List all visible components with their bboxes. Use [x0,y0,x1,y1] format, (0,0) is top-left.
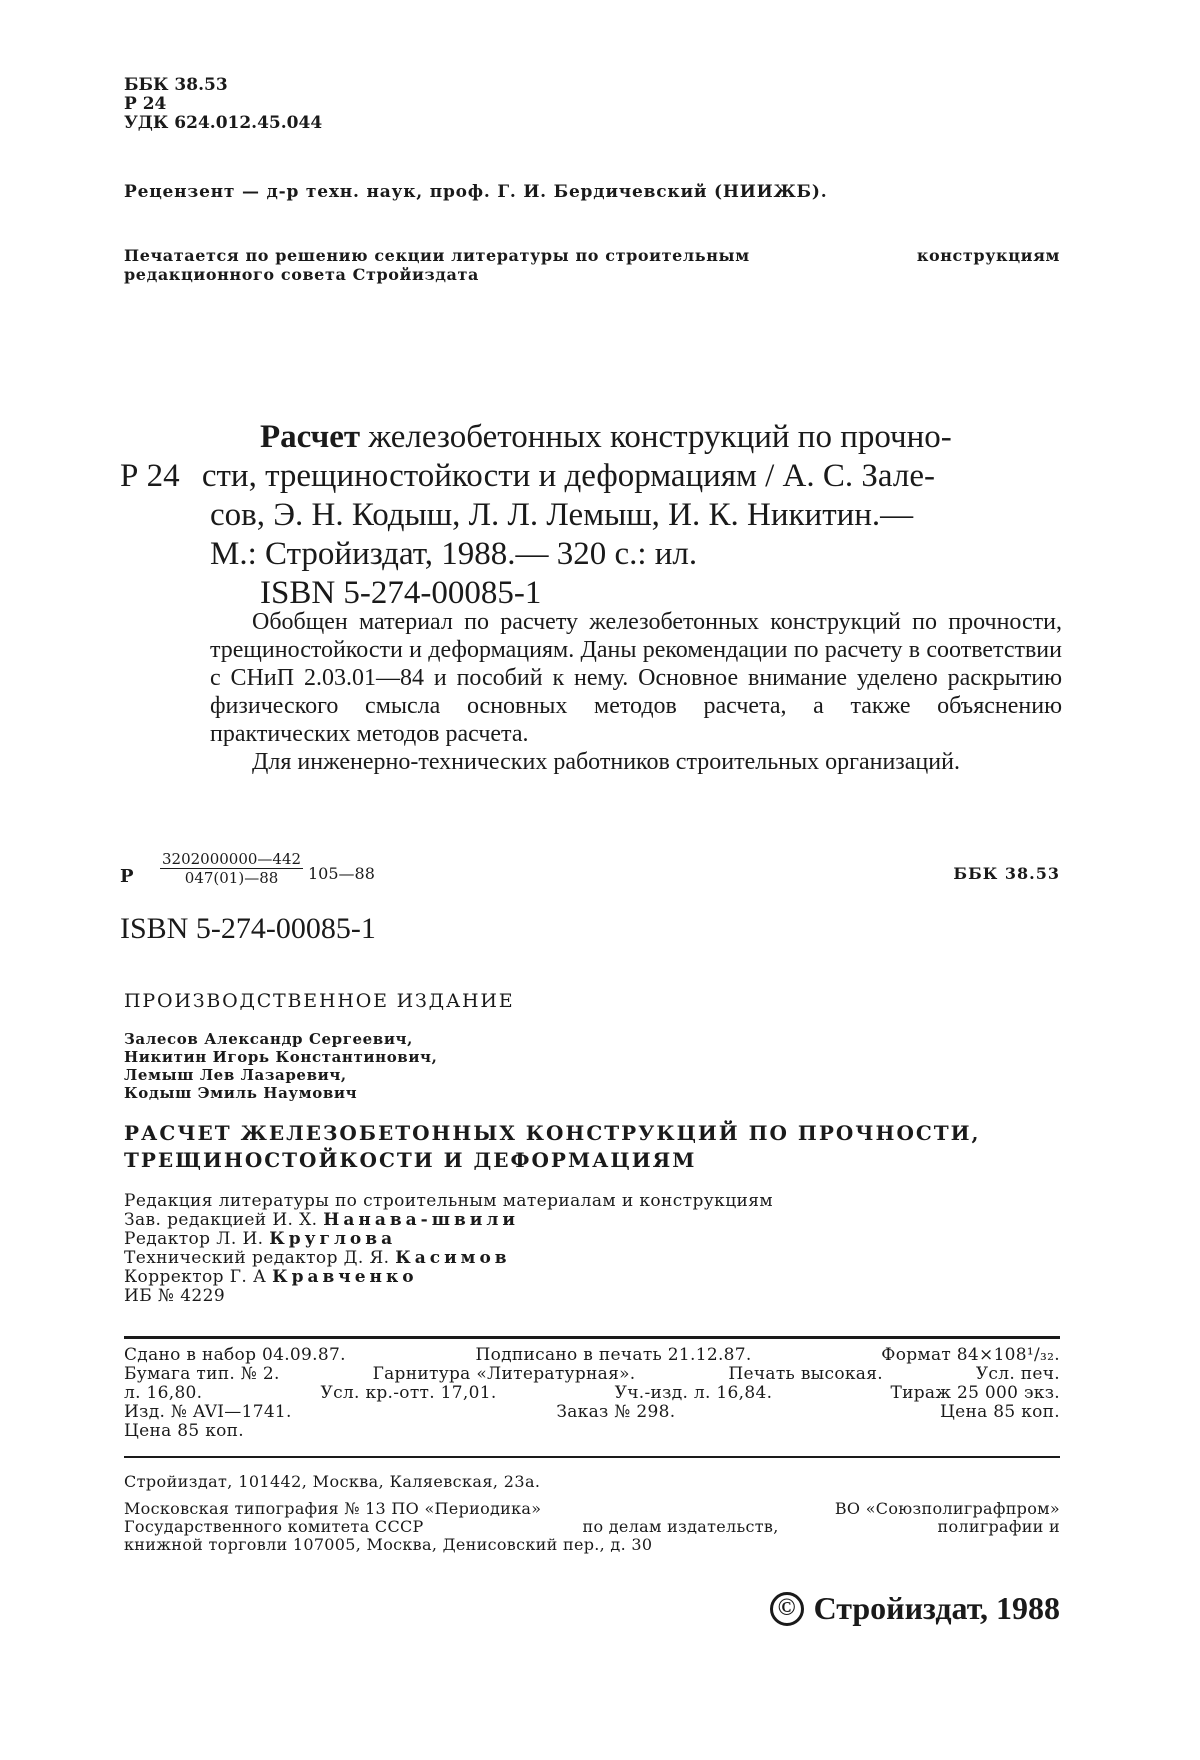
printer-l1-left: Московская типография № 13 ПО «Периодика» [124,1499,542,1518]
catalog-bbk: ББК 38.53 [953,864,1060,883]
divider-rule [124,1456,1060,1458]
bbk-code: ББК 38.53 [124,75,228,95]
staff-tech-label: Технический редактор Д. Я. [124,1248,390,1268]
bib-author-mark: Р 24 [120,458,180,494]
print-info-cell: Гарнитура «Литературная». [372,1364,636,1384]
bib-title-lead: Расчет [260,419,361,455]
catalog-index [120,850,1060,900]
print-info-cell: Сдано в набор 04.09.87. [124,1345,346,1365]
print-info-cell: Уч.-изд. л. 16,84. [614,1383,773,1403]
catalog-prefix: Р [120,866,134,887]
author-name: Никитин Игорь Константинович, [124,1048,438,1066]
printer-l3: книжной торговли 107005, Москва, Денисовский пер., д. 30 [124,1535,653,1554]
printer-info [124,1500,1060,1554]
title-caps-line2: ТРЕЩИНОСТОЙКОСТИ И ДЕФОРМАЦИЯМ [124,1148,697,1172]
printer-l1-right: ВО «Союзполиграфпром» [834,1499,1060,1518]
print-info-cell: Подписано в печать 21.12.87. [475,1345,752,1365]
catalog-code: 105—88 [308,864,375,883]
author-mark: Р 24 [124,94,167,114]
staff-editor-label: Редактор Л. И. [124,1229,264,1249]
isbn-repeat: ISBN 5-274-00085-1 [120,912,376,945]
staff-head-name: Нанава-швили [323,1210,520,1230]
copyright-icon: © [770,1592,804,1626]
print-info-cell: Заказ № 298. [556,1402,676,1422]
print-info-cell: Изд. № AVI—1741. [124,1402,292,1422]
staff-dept: Редакция литературы по строительным материалам и конструкциям [124,1191,774,1211]
staff-head-label: Зав. редакцией И. Х. [124,1210,318,1230]
printer-l2-right: полиграфии и [937,1517,1060,1536]
print-info-cell: Формат 84×108¹/₃₂. [881,1345,1060,1365]
bib-line3: сов, Э. Н. Кодыш, Л. Л. Лемыш, И. К. Никитин.— [210,497,914,533]
editorial-staff [124,1192,773,1306]
staff-ib: ИБ № 4229 [124,1286,226,1306]
annotation-para1: Обобщен материал по расчету железобетонных конструкций по прочности, трещиностойкости и деформациям. Даны рекомендации по расчету в соответствии с СНиП 2.03.01—84 и пособий к нему. Основное внимание уделено раскрытию физического смысла основных методов расчета, а также объяснению практических методов расчета. [210,609,1062,747]
title-caps [124,1120,981,1174]
authors-list [124,1030,437,1102]
print-info-cell: Тираж 25 000 экз. [890,1383,1060,1403]
divider-rule [124,1336,1060,1339]
print-info-cell: Бумага тип. № 2. [124,1364,280,1384]
author-name: Кодыш Эмиль Наумович [124,1084,358,1102]
annotation [210,608,1062,776]
staff-corrector-name: Кравченко [272,1267,418,1287]
staff-corrector-label: Корректор Г. А [124,1267,267,1287]
edition-type: ПРОИЗВОДСТВЕННОЕ ИЗДАНИЕ [124,990,515,1012]
staff-editor-name: Круглова [269,1229,397,1249]
print-info-cell: Усл. кр.-отт. 17,01. [320,1383,497,1403]
bib-isbn: ISBN 5-274-00085-1 [260,575,542,611]
udk-code: УДК 624.012.45.044 [124,113,323,133]
reviewer-line: Рецензент — д-р техн. наук, проф. Г. И. Бердичевский (НИИЖБ). [124,182,828,202]
catalog-denominator: 047(01)—88 [184,869,279,887]
approval-line1-right: конструкциям [916,246,1060,265]
print-info-price: Цена 85 коп. [124,1421,244,1441]
print-info-cell: Усл. печ. [975,1364,1060,1384]
classification-codes [124,76,322,133]
print-info [124,1346,1060,1441]
approval-note [124,246,1060,284]
catalog-numerator: 3202000000—442 [162,850,302,868]
printer-l2-left: Государственного комитета СССР [124,1517,424,1536]
catalog-fraction [160,850,303,887]
copyright-text: Стройиздат, 1988 [813,1590,1060,1626]
copyright-notice [770,1590,1060,1627]
print-info-cell: Печать высокая. [728,1364,883,1384]
print-info-cell: Цена 85 коп. [940,1402,1060,1422]
bib-line4: М.: Стройиздат, 1988.— 320 с.: ил. [210,536,698,572]
annotation-para2: Для инженерно-технических работников строительных организаций. [252,749,960,775]
title-caps-line1: РАСЧЕТ ЖЕЛЕЗОБЕТОННЫХ КОНСТРУКЦИЙ ПО ПРОЧНОСТИ, [124,1121,981,1145]
printer-l2-mid: по делам издательств, [582,1517,779,1536]
bib-line2: сти, трещиностойкости и деформациям / А. С. Зале- [201,458,935,494]
author-name: Залесов Александр Сергеевич, [124,1030,413,1048]
bib-line1: железобетонных конструкций по прочно- [368,419,952,455]
approval-line1-left: Печатается по решению секции литературы по строительным [124,246,750,265]
author-name: Лемыш Лев Лазаревич, [124,1066,347,1084]
approval-line2: редакционного совета Стройиздата [124,265,479,284]
publisher-address: Стройиздат, 101442, Москва, Каляевская, 23а. [124,1472,541,1491]
staff-tech-name: Касимов [395,1248,511,1268]
print-info-cell: л. 16,80. [124,1383,203,1403]
